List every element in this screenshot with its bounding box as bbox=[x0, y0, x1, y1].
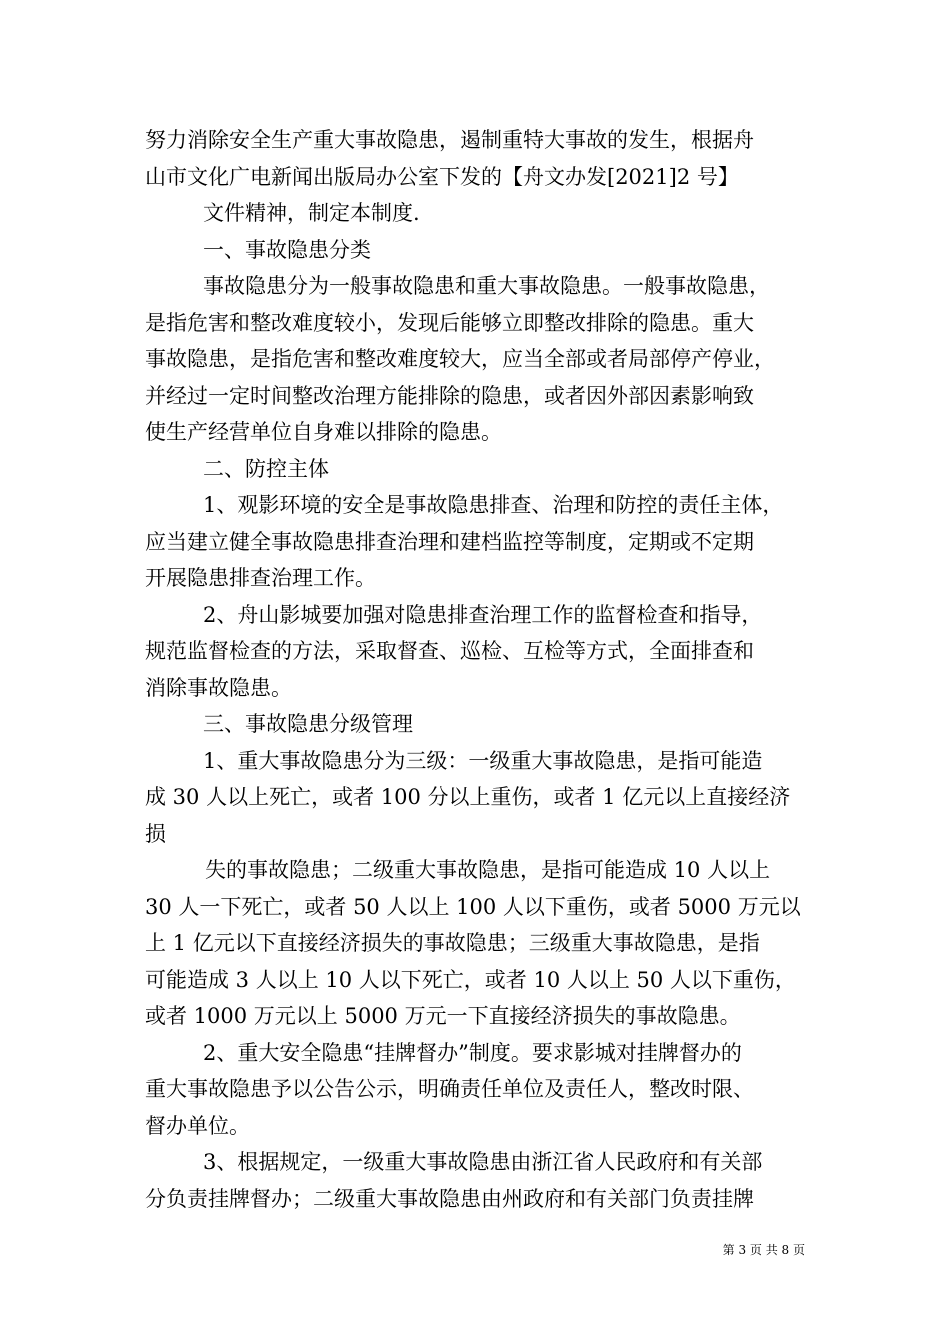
text-line: 30 人一下死亡，或者 50 人以上 100 人以下重伤，或者 5000 万元以 bbox=[145, 894, 801, 919]
text-line: 消除事故隐患。 bbox=[145, 675, 292, 700]
text-line: 成 30 人以上死亡，或者 100 分以上重伤，或者 1 亿元以上直接经济 bbox=[145, 785, 791, 809]
text-line: 努力消除安全生产重大事故隐患，遏制重特大事故的发生，根据舟 bbox=[145, 128, 754, 152]
text-line: 1、重大事故隐患分为三级：一级重大事故隐患，是指可能造 bbox=[203, 748, 763, 773]
section-heading: 二、防控主体 bbox=[203, 456, 329, 481]
text-line: 并经过一定时间整改治理方能排除的隐患，或者因外部因素影响致 bbox=[145, 383, 754, 408]
text-line: 分负责挂牌督办；二级重大事故隐患由州政府和有关部门负责挂牌 bbox=[145, 1186, 754, 1211]
text-line: 规范监督检查的方法，采取督查、巡检、互检等方式，全面排查和 bbox=[145, 639, 754, 663]
text-line: 可能造成 3 人以上 10 人以下死亡，或者 10 人以上 50 人以下重伤， bbox=[145, 967, 796, 992]
page-number-footer: 第 3 页 共 8 页 bbox=[722, 1243, 805, 1257]
text-line: 失的事故隐患；二级重大事故隐患，是指可能造成 10 人以上 bbox=[205, 858, 771, 882]
text-line: 重大事故隐患予以公告公示，明确责任单位及责任人，整改时限、 bbox=[145, 1077, 754, 1101]
text-line: 事故隐患，是指危害和整改难度较大，应当全部或者局部停产停业， bbox=[145, 347, 775, 371]
text-line: 3、根据规定，一级重大事故隐患由浙江省人民政府和有关部 bbox=[203, 1150, 763, 1174]
section-heading: 一、事故隐患分类 bbox=[203, 237, 371, 262]
text-line: 开展隐患排查治理工作。 bbox=[145, 566, 376, 590]
text-line: 事故隐患分为一般事故隐患和重大事故隐患。一般事故隐患， bbox=[203, 274, 770, 298]
text-line: 1、观影环境的安全是事故隐患排查、治理和防控的责任主体， bbox=[203, 493, 784, 517]
text-line: 2、重大安全隐患“挂牌督办”制度。要求影城对挂牌督办的 bbox=[203, 1040, 742, 1065]
text-line: 使生产经营单位自身难以排除的隐患。 bbox=[145, 420, 502, 444]
text-line: 上 1 亿元以下直接经济损失的事故隐患；三级重大事故隐患，是指 bbox=[145, 931, 760, 955]
text-line: 或者 1000 万元以上 5000 万元一下直接经济损失的事故隐患。 bbox=[145, 1004, 741, 1028]
text-line: 2、舟山影城要加强对隐患排查治理工作的监督检查和指导， bbox=[203, 602, 763, 627]
text-line: 督办单位。 bbox=[145, 1113, 250, 1138]
text-line: 是指危害和整改难度较小，发现后能够立即整改排除的隐患。重大 bbox=[145, 310, 754, 335]
text-line: 山市文化广电新闻出版局办公室下发的【舟文办发[2021]2 号】 bbox=[145, 164, 739, 189]
text-line: 应当建立健全事故隐患排查治理和建档监控等制度，定期或不定期 bbox=[145, 529, 754, 554]
section-heading: 三、事故隐患分级管理 bbox=[203, 712, 413, 736]
text-line: 损 bbox=[145, 821, 166, 846]
body-text bbox=[145, 122, 810, 1217]
text-line: 文件精神，制定本制度. bbox=[203, 201, 420, 225]
